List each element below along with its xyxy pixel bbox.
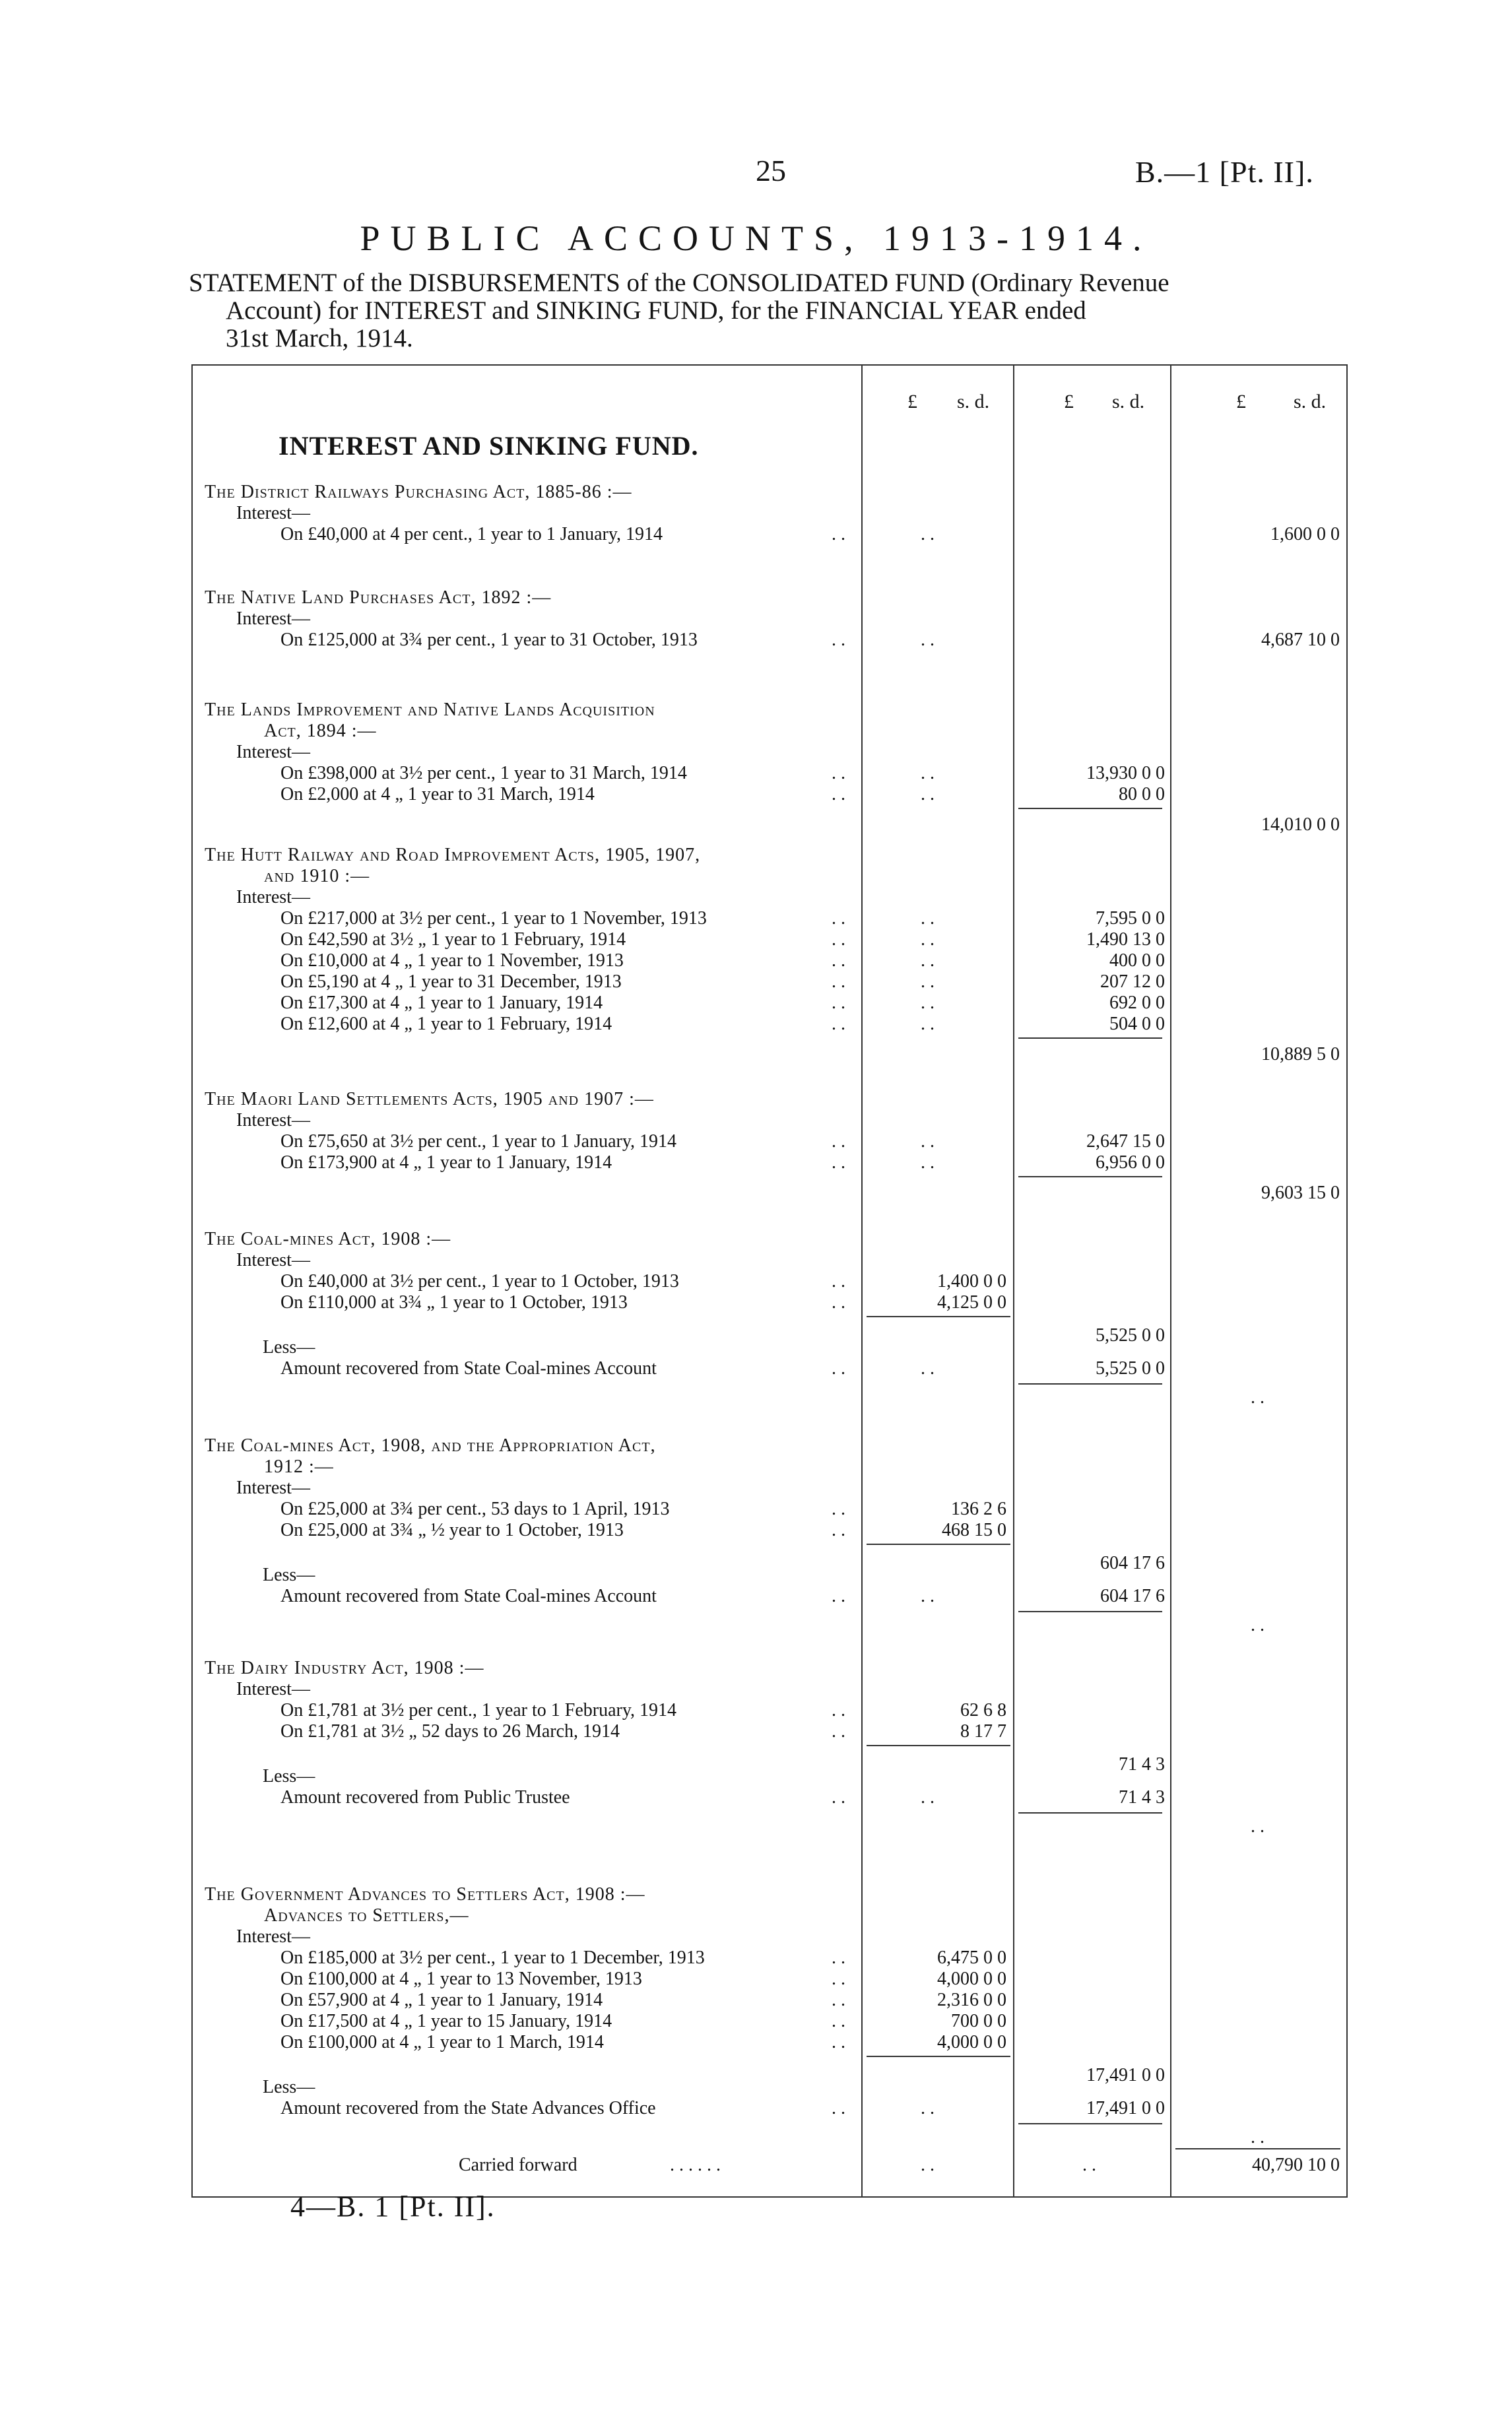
less-label: Less— — [263, 1337, 315, 1358]
statement-line: 31st March, 1914. — [226, 324, 413, 352]
empty-col-dots: . . — [921, 993, 935, 1013]
leader-dots: . . — [832, 1721, 845, 1742]
recovery-col2: 5,525 0 0 — [1096, 1358, 1165, 1379]
empty-col-dots: . . — [921, 630, 935, 650]
act-title: The Maori Land Settlements Acts, 1905 and 1907 :— — [205, 1089, 654, 1109]
amount-col1: 4,000 0 0 — [937, 2032, 1006, 2052]
total-col3: 9,603 15 0 — [1261, 1183, 1340, 1203]
interest-line: On £40,000 at 4 per cent., 1 year to 1 January, 1914 — [280, 524, 663, 544]
act-title: Act, 1894 :— — [264, 721, 377, 741]
leader-dots: . . — [832, 1990, 845, 2010]
leader-dots: . . — [832, 1014, 845, 1034]
act-title: The Native Land Purchases Act, 1892 :— — [205, 587, 552, 608]
leader-dots: . . — [832, 1499, 845, 1519]
subtotal-rule — [1018, 1611, 1162, 1612]
amount-col2: 692 0 0 — [1109, 993, 1165, 1013]
interest-line: On £57,900 at 4 „ 1 year to 1 January, 1914 — [280, 1990, 603, 2010]
interest-line: On £17,300 at 4 „ 1 year to 1 January, 1914 — [280, 993, 603, 1013]
amount-col1: 468 15 0 — [942, 1520, 1006, 1540]
empty-col-dots: . . — [1251, 1816, 1265, 1837]
empty-col-dots: . . — [1082, 2155, 1096, 2175]
interest-label: Interest— — [236, 608, 310, 629]
interest-line: On £40,000 at 3½ per cent., 1 year to 1 October, 1913 — [280, 1271, 679, 1292]
subtotal-rule — [1018, 808, 1162, 809]
subtotal-rule — [1018, 2123, 1162, 2124]
interest-line: On £25,000 at 3¾ „ ½ year to 1 October, 1913 — [280, 1520, 624, 1540]
subtotal-col2: 5,525 0 0 — [1096, 1325, 1165, 1346]
interest-label: Interest— — [236, 1250, 310, 1270]
leader-dots: . . — [832, 1271, 845, 1292]
leader-dots: . . — [832, 2011, 845, 2031]
amount-col1: 4,125 0 0 — [937, 1292, 1006, 1313]
empty-col-dots: . . — [921, 1131, 935, 1152]
act-title: The District Railways Purchasing Act, 1885-86 :— — [205, 482, 632, 502]
empty-col-dots: . . — [1251, 2127, 1265, 2147]
leader-dots: . . — [832, 2098, 845, 2118]
page-number: 25 — [756, 154, 786, 187]
leader-dots: . . — [832, 929, 845, 950]
footer-signature: 4—B. 1 [Pt. II]. — [290, 2190, 496, 2223]
interest-label: Interest— — [236, 1926, 310, 1947]
amount-col3: 4,687 10 0 — [1261, 630, 1340, 650]
subtotal-col2: 71 4 3 — [1119, 1754, 1165, 1775]
empty-col-dots: . . — [921, 908, 935, 929]
leader-dots: . . — [832, 1152, 845, 1173]
recovery-col2: 17,491 0 0 — [1086, 2098, 1165, 2118]
act-title: The Government Advances to Settlers Act, 1908 :— — [205, 1884, 645, 1905]
empty-col-dots: . . — [1251, 1615, 1265, 1635]
empty-col-dots: . . — [921, 929, 935, 950]
page-title: PUBLIC ACCOUNTS, 1913-1914. — [360, 218, 1152, 258]
subtotal-rule — [867, 1745, 1010, 1746]
col3-pounds: £ — [1236, 391, 1246, 412]
interest-label: Interest— — [236, 1679, 310, 1699]
column-rule — [1013, 364, 1014, 2198]
amount-col2: 6,956 0 0 — [1096, 1152, 1165, 1173]
amount-col2: 2,647 15 0 — [1086, 1131, 1165, 1152]
amount-col1: 1,400 0 0 — [937, 1271, 1006, 1292]
empty-col-dots: . . — [1251, 1387, 1265, 1408]
leader-dots: . . — [832, 1969, 845, 1989]
interest-line: On £100,000 at 4 „ 1 year to 13 November, 1913 — [280, 1969, 642, 1989]
leader-dots: . . — [832, 993, 845, 1013]
recovery-line: Amount recovered from Public Trustee — [280, 1787, 570, 1808]
col2-pounds: £ — [1064, 391, 1074, 412]
empty-col-dots: . . — [921, 1014, 935, 1034]
leader-dots: . . — [832, 1520, 845, 1540]
interest-line: On £125,000 at 3¾ per cent., 1 year to 31 October, 1913 — [280, 630, 698, 650]
act-title: and 1910 :— — [264, 866, 370, 886]
carried-forward-total: 40,790 10 0 — [1252, 2155, 1340, 2175]
leader-dots: . . — [832, 1787, 845, 1808]
interest-line: On £42,590 at 3½ „ 1 year to 1 February, 1914 — [280, 929, 626, 950]
recovery-line: Amount recovered from the State Advances Office — [280, 2098, 656, 2118]
leader-dots: . . — [832, 908, 845, 929]
act-title: Advances to Settlers,— — [264, 1905, 469, 1926]
empty-col-dots: . . — [921, 763, 935, 783]
act-title: The Lands Improvement and Native Lands Acquisition — [205, 700, 655, 720]
subtotal-rule — [1018, 1812, 1162, 1814]
empty-col-dots: . . — [921, 950, 935, 971]
interest-line: On £2,000 at 4 „ 1 year to 31 March, 1914 — [280, 784, 595, 804]
empty-col-dots: . . — [921, 1787, 935, 1808]
subtotal-rule — [867, 1316, 1010, 1317]
statement-heading — [189, 269, 1350, 352]
leader-dots: . . — [832, 1292, 845, 1313]
empty-col-dots: . . — [921, 1586, 935, 1606]
amount-col2: 1,490 13 0 — [1086, 929, 1165, 950]
interest-label: Interest— — [236, 1478, 310, 1498]
subtotal-rule — [867, 1544, 1010, 1545]
act-title: 1912 :— — [264, 1457, 334, 1477]
carried-forward-label: Carried forward — [459, 2155, 577, 2175]
recovery-line: Amount recovered from State Coal-mines Account — [280, 1586, 657, 1606]
leader-dots: . . — [832, 950, 845, 971]
amount-col3: 1,600 0 0 — [1270, 524, 1340, 544]
empty-col-dots: . . — [921, 784, 935, 804]
interest-line: On £1,781 at 3½ per cent., 1 year to 1 February, 1914 — [280, 1700, 677, 1720]
subtotal-rule — [1018, 1037, 1162, 1039]
empty-col-dots: . . — [921, 1152, 935, 1173]
amount-col2: 80 0 0 — [1119, 784, 1165, 804]
amount-col1: 6,475 0 0 — [937, 1948, 1006, 1968]
subtotal-rule — [1018, 1383, 1162, 1385]
interest-line: On £185,000 at 3½ per cent., 1 year to 1 December, 1913 — [280, 1948, 705, 1968]
interest-line: On £1,781 at 3½ „ 52 days to 26 March, 1914 — [280, 1721, 620, 1742]
act-title: The Hutt Railway and Road Improvement Acts, 1905, 1907, — [205, 845, 701, 865]
amount-col1: 2,316 0 0 — [937, 1990, 1006, 2010]
interest-label: Interest— — [236, 1110, 310, 1130]
act-title: The Coal-mines Act, 1908 :— — [205, 1229, 451, 1249]
subtotal-col2: 604 17 6 — [1100, 1553, 1165, 1573]
column-rule — [1170, 364, 1171, 2198]
amount-col2: 400 0 0 — [1109, 950, 1165, 971]
subtotal-rule — [1175, 2148, 1340, 2149]
document-reference: B.—1 [Pt. II]. — [1135, 155, 1314, 189]
interest-line: On £75,650 at 3½ per cent., 1 year to 1 January, 1914 — [280, 1131, 677, 1152]
col1-sd: s. d. — [957, 391, 990, 412]
interest-label: Interest— — [236, 742, 310, 762]
section-heading: INTEREST AND SINKING FUND. — [279, 431, 699, 461]
interest-line: On £17,500 at 4 „ 1 year to 15 January, 1914 — [280, 2011, 612, 2031]
total-col3: 14,010 0 0 — [1261, 814, 1340, 835]
interest-label: Interest— — [236, 503, 310, 523]
leader-dots: . . — [832, 1586, 845, 1606]
amount-col1: 136 2 6 — [951, 1499, 1006, 1519]
empty-col-dots: . . — [921, 2155, 935, 2175]
leader-dots: . . — [832, 784, 845, 804]
interest-line: On £173,900 at 4 „ 1 year to 1 January, 1914 — [280, 1152, 612, 1173]
subtotal-col2: 17,491 0 0 — [1086, 2065, 1165, 2085]
leader-dots: . . — [832, 1131, 845, 1152]
statement-line: Account) for INTEREST and SINKING FUND, for the FINANCIAL YEAR ended — [226, 296, 1086, 325]
interest-line: On £110,000 at 3¾ „ 1 year to 1 October, 1913 — [280, 1292, 628, 1313]
leader-dots: . . — [832, 1948, 845, 1968]
amount-col1: 62 6 8 — [960, 1700, 1006, 1720]
recovery-col2: 71 4 3 — [1119, 1787, 1165, 1808]
amount-col2: 504 0 0 — [1109, 1014, 1165, 1034]
amount-col2: 13,930 0 0 — [1086, 763, 1165, 783]
interest-line: On £398,000 at 3½ per cent., 1 year to 31 March, 1914 — [280, 763, 687, 783]
amount-col2: 7,595 0 0 — [1096, 908, 1165, 929]
act-title: The Coal-mines Act, 1908, and the Appropriation Act, — [205, 1435, 656, 1456]
less-label: Less— — [263, 1766, 315, 1786]
empty-col-dots: . . — [921, 2098, 935, 2118]
interest-line: On £217,000 at 3½ per cent., 1 year to 1 November, 1913 — [280, 908, 707, 929]
leader-dots: . . — [832, 1700, 845, 1720]
less-label: Less— — [263, 2077, 315, 2097]
col1-pounds: £ — [907, 391, 917, 412]
col2-sd: s. d. — [1112, 391, 1145, 412]
leader-dots: . . — [832, 630, 845, 650]
interest-line: On £100,000 at 4 „ 1 year to 1 March, 1914 — [280, 2032, 604, 2052]
subtotal-rule — [867, 2056, 1010, 2057]
leader-dots: . . — [832, 524, 845, 544]
interest-label: Interest— — [236, 887, 310, 907]
empty-col-dots: . . — [921, 524, 935, 544]
interest-line: On £10,000 at 4 „ 1 year to 1 November, 1913 — [280, 950, 624, 971]
leader-dots: . . — [832, 763, 845, 783]
leader-dots: . . — [832, 1358, 845, 1379]
empty-col-dots: . . — [921, 1358, 935, 1379]
amount-col2: 207 12 0 — [1100, 971, 1165, 992]
amount-col1: 4,000 0 0 — [937, 1969, 1006, 1989]
col3-sd: s. d. — [1294, 391, 1327, 412]
recovery-line: Amount recovered from State Coal-mines Account — [280, 1358, 657, 1379]
interest-line: On £5,190 at 4 „ 1 year to 31 December, 1913 — [280, 971, 622, 992]
amount-col1: 8 17 7 — [960, 1721, 1006, 1742]
table-left-rule — [191, 364, 193, 2198]
subtotal-rule — [1018, 1176, 1162, 1177]
table-right-rule — [1346, 364, 1348, 2198]
empty-col-dots: . . — [921, 971, 935, 992]
leader-dots: . . — [832, 2032, 845, 2052]
table-top-rule — [191, 364, 1346, 366]
less-label: Less— — [263, 1565, 315, 1585]
statement-line: STATEMENT of the DISBURSEMENTS of the CONSOLIDATED FUND (Ordinary Revenue — [189, 269, 1169, 297]
interest-line: On £12,600 at 4 „ 1 year to 1 February, 1914 — [280, 1014, 612, 1034]
leader-dots: . . — [832, 971, 845, 992]
leader-dots: . . . . . . — [670, 2155, 721, 2175]
amount-col1: 700 0 0 — [951, 2011, 1006, 2031]
interest-line: On £25,000 at 3¾ per cent., 53 days to 1 April, 1913 — [280, 1499, 670, 1519]
act-title: The Dairy Industry Act, 1908 :— — [205, 1658, 484, 1678]
recovery-col2: 604 17 6 — [1100, 1586, 1165, 1606]
total-col3: 10,889 5 0 — [1261, 1044, 1340, 1065]
